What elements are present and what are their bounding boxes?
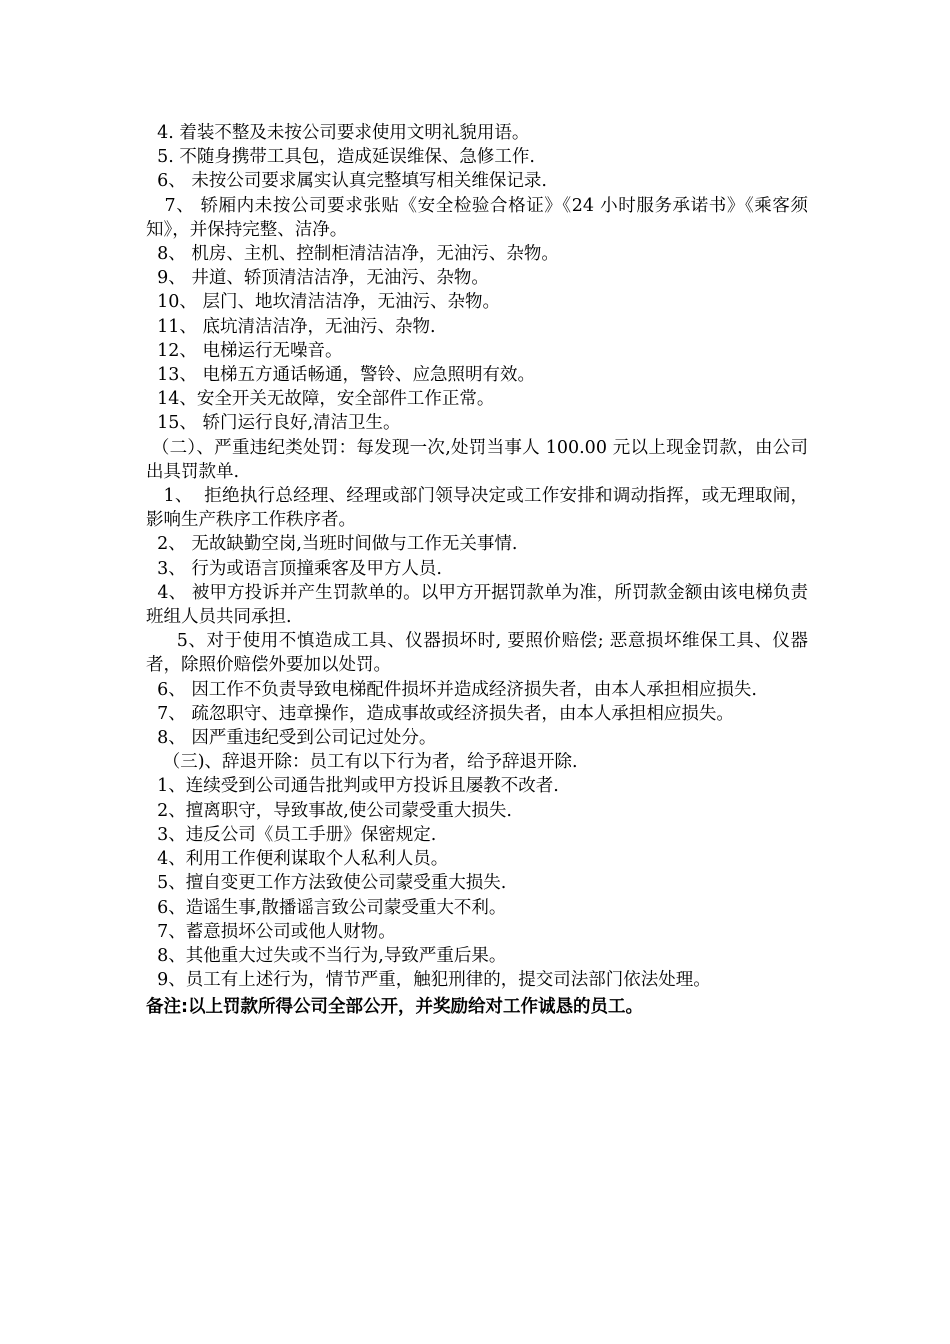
line-7: 10、 层门、地坎清洁洁净，无油污、杂物。 — [146, 292, 500, 313]
line-30: 8、其他重大过失或不当行为,导致严重后果。 — [146, 945, 507, 966]
line-19: 6、 因工作不负责导致电梯配件损坏并造成经济损失者，由本人承担相应损失. — [146, 679, 757, 700]
line-29: 7、蓄意损坏公司或他人财物。 — [146, 921, 396, 942]
note: 备注:以上罚款所得公司全部公开，并奖励给对工作诚恳的员工。 — [146, 997, 643, 1018]
document-body — [146, 121, 808, 1020]
line-28: 6、造谣生事,散播谣言致公司蒙受重大不利。 — [146, 897, 507, 918]
line-6: 9、 井道、轿顶清洁洁净，无油污、杂物。 — [146, 268, 489, 289]
line-8: 11、 底坑清洁洁净，无油污、杂物. — [146, 316, 436, 337]
line-10: 13、 电梯五方通话畅通，警铃、应急照明有效。 — [146, 365, 535, 386]
line-15: 2、 无故缺勤空岗,当班时间做与工作无关事情. — [146, 534, 518, 555]
line-2: 5. 不随身携带工具包，造成延误维保、急修工作. — [146, 147, 535, 168]
line-18: 5、对于使用不慎造成工具、仪器损坏时, 要照价赔偿; 恶意损坏维保工具、仪器者，除照价赔偿外要加以处罚。 — [146, 631, 808, 676]
line-31: 9、员工有上述行为，情节严重，触犯刑律的，提交司法部门依法处理。 — [146, 970, 711, 991]
line-12: 15、 轿门运行良好,清洁卫生。 — [146, 413, 401, 434]
line-24: 2、擅离职守，导致事故,使公司蒙受重大损失. — [146, 800, 512, 821]
line-23: 1、连续受到公司通告批判或甲方投诉且屡教不改者. — [146, 776, 559, 797]
section-2-heading: （二）、严重违纪类处罚：每发现一次,处罚当事人 100.00 元以上现金罚款，由公司出具罚款单. — [146, 437, 808, 482]
line-26: 4、利用工作便利谋取个人私利人员。 — [146, 849, 449, 870]
line-14: 1、 拒绝执行总经理、经理或部门领导决定或工作安排和调动指挥，或无理取闹，影响生产秩序工作秩序者。 — [146, 486, 808, 531]
line-21: 8、 因严重违纪受到公司记过处分。 — [146, 728, 437, 749]
line-17: 4、 被甲方投诉并产生罚款单的。以甲方开据罚款单为准，所罚款金额由该电梯负责班组人员共同承担. — [146, 582, 808, 628]
line-27: 5、擅自变更工作方法致使公司蒙受重大损失. — [146, 873, 507, 894]
line-25: 3、违反公司《员工手册》保密规定. — [146, 824, 437, 845]
section-3-heading: （三)、辞退开除：员工有以下行为者，给予辞退开除. — [146, 752, 578, 773]
line-5: 8、 机房、主机、控制柜清洁洁净，无油污、杂物。 — [146, 244, 559, 265]
line-4: 7、 轿厢内未按公司要求张贴《安全检验合格证》《24 小时服务承诺书》《乘客须知》，并保持完整、洁净。 — [146, 195, 808, 240]
line-3: 6、 未按公司要求属实认真完整填写相关维保记录. — [146, 171, 547, 192]
line-20: 7、 疏忽职守、违章操作，造成事故或经济损失者，由本人承担相应损失。 — [146, 703, 734, 724]
line-11: 14、安全开关无故障，安全部件工作正常。 — [146, 389, 495, 410]
line-9: 12、 电梯运行无噪音。 — [146, 340, 343, 361]
line-16: 3、 行为或语言顶撞乘客及甲方人员. — [146, 558, 442, 579]
line-1: 4. 着装不整及未按公司要求使用文明礼貌用语。 — [146, 123, 530, 143]
